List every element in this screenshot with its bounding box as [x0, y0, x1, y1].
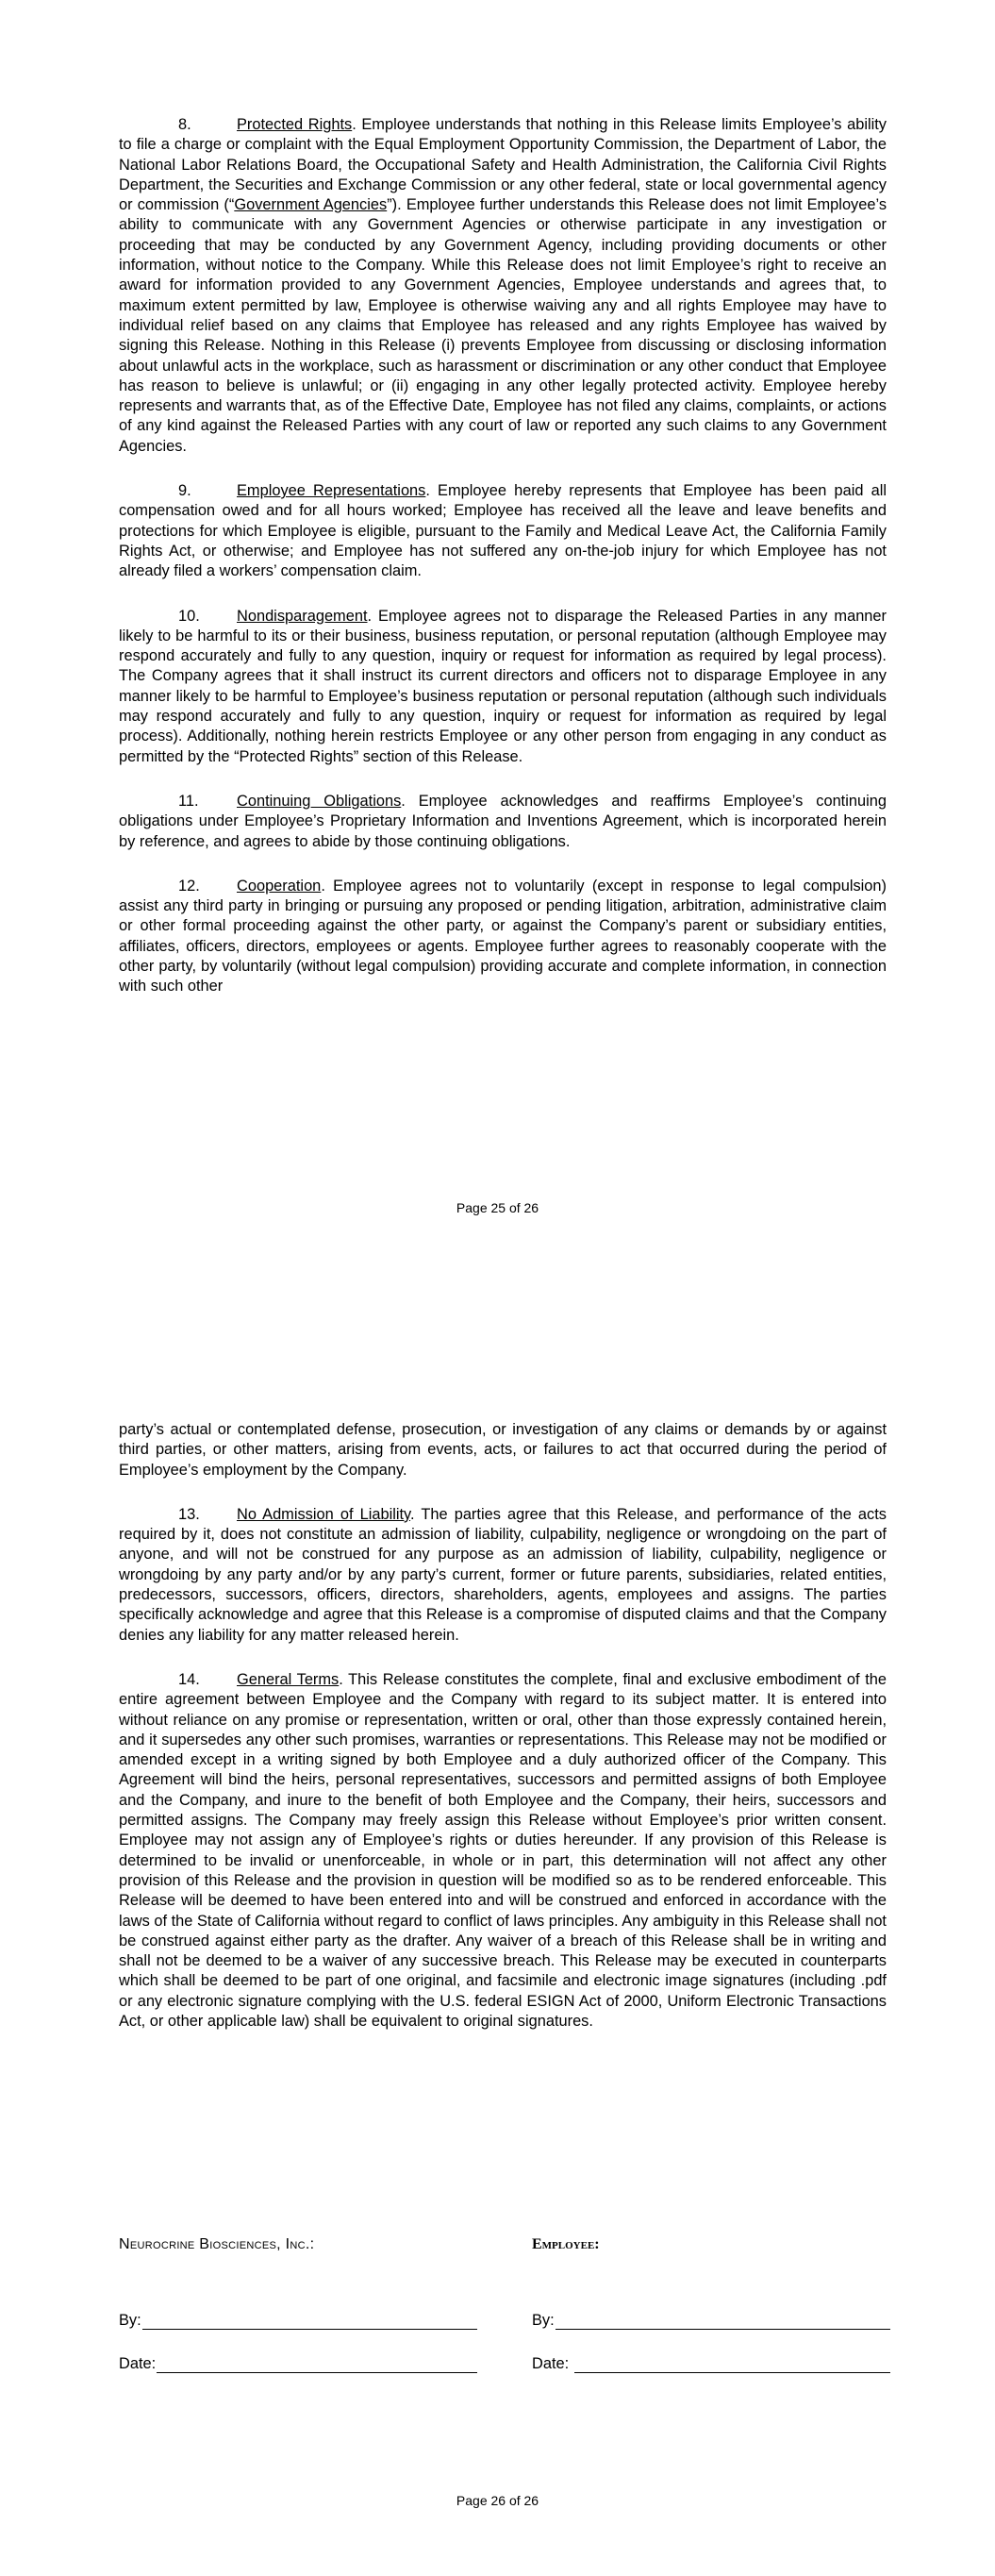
page-number: Page 25 of 26 — [456, 1200, 539, 1215]
section-13-no-admission-of-liability — [119, 1505, 887, 1646]
section-text: . The parties agree that this Release, and performance of the acts required by it, does not constitute an admission of liability, culpability, negligence or wrongdoing on the part of anyone, and will not be construed for any purpose as an admission of liability, culpability, negligence or wrongdoing by any party and/or by any party’s current, former or future parents, subsidiaries, related entities, predecessors, successors, officers, directors, shareholders, agents, employees and assigns. The parties specifically acknowledge and agree that this Release is a compromise of disputed claims and that the Company denies any liability for any matter released herein. — [119, 1505, 887, 1644]
section-heading: General Terms — [237, 1670, 340, 1688]
document-page-26 — [0, 1264, 995, 2576]
page-26-body — [119, 1420, 887, 2056]
section-number: 11. — [178, 792, 199, 810]
section-number: 14. — [178, 1670, 200, 1688]
section-heading: No Admission of Liability — [237, 1505, 411, 1523]
section-text: . Employee hereby represents that Employee has been paid all compensation owed and for all hours worked; Employee has received all the leave and leave benefits and protections for which Employee is eligible, pursuant to the Family and Medical Leave Act, the California Family Rights Act, or otherwise; and Employee has not suffered any on-the-job injury for which Employee has not already filed a workers’ compensation claim. — [119, 482, 887, 580]
section-text: . Employee acknowledges and reaffirms Employee’s continuing obligations under Employee’s Proprietary Information and Inventions Agreement, which is incorporated herein by reference, and agrees to abide by those continuing obligations. — [119, 792, 887, 850]
signature-rule[interactable] — [556, 2315, 890, 2330]
section-9-employee-representations — [119, 481, 887, 581]
company-date-line[interactable] — [119, 2355, 477, 2373]
section-text: . This Release constitutes the complete, final and exclusive embodiment of the entire agreement between Employee and the Company with regard to its subject matter. It is entered into without reliance on any promise or representation, written or oral, other than those expressly contained herein, and it supersedes any other such promises, warranties or representations. This Release may not be modified or amended except in a writing signed by both Employee and a duly authorized officer of the Company. This Agreement will bind the heirs, personal representatives, successors and permitted assigns of both Employee and the Company, and inure to the benefit of both Employee and the Company, their heirs, successors and permitted assigns. The Company may freely assign this Release without Employee’s prior written consent. Employee may not assign any of Employee’s rights or duties hereunder. If any provision of this Release is determined to be invalid or unenforceable, in whole or in part, this determination will not affect any other provision of this Release and the provision in question will be modified so as to be rendered enforceable. This Release will be deemed to have been entered into and will be construed and enforced in accordance with the laws of the State of California without regard to conflict of laws principles. Any ambiguity in this Release shall not be construed against either party as the drafter. Any waiver of a breach of this Release shall be in writing and shall not be deemed to be a waiver of any successive breach. This Release may be executed in counterparts which shall be deemed to be part of one original, and facsimile and electronic image signatures (including .pdf or any electronic signature complying with the U.S. federal ESIGN Act of 2000, Uniform Electronic Transactions Act, or other applicable law) shall be equivalent to original signatures. — [119, 1670, 887, 2031]
date-label: Date: — [532, 2355, 573, 2372]
section-number: 8. — [178, 116, 191, 133]
date-rule[interactable] — [574, 2358, 890, 2373]
section-number: 9. — [178, 482, 191, 500]
employee-label: Employee: — [532, 2236, 600, 2252]
section-text: . Employee understands that nothing in this Release limits Employee’s ability to file a charge or complaint with the Equal Employment Opportunity Commission, the Department of Labor, the National Labor Relations Board, the Occupational Safety and Health Administration, the California Civil Rights Department, the Securities and Exchange Commission or any other federal, state or local governmental agency or commission (“ — [119, 116, 887, 214]
by-label: By: — [119, 2312, 141, 2329]
employee-signature — [532, 2236, 890, 2372]
section-heading: Protected Rights — [237, 116, 353, 133]
employee-by-line[interactable] — [532, 2312, 890, 2330]
by-label: By: — [532, 2312, 555, 2329]
signature-block — [119, 2236, 887, 2406]
section-10-nondisparagement — [119, 607, 887, 767]
company-signature — [119, 2236, 477, 2372]
defined-term: Government Agencies — [234, 196, 388, 214]
document-page-25 — [0, 0, 995, 1264]
page-number: Page 26 of 26 — [456, 2493, 539, 2508]
section-11-continuing-obligations — [119, 792, 887, 852]
section-12-continuation: party’s actual or contemplated defense, prosecution, or investigation of any claims or demands by or against third parties, or other matters, arising from events, acts, or failures to act that occurred during the period of Employee’s employment by the Company. — [119, 1421, 887, 1479]
page-25-body — [119, 115, 887, 1022]
company-by-line[interactable] — [119, 2312, 477, 2330]
section-text: . Employee agrees not to voluntarily (except in response to legal compulsion) assist any third party in bringing or pursuing any proposed or pending litigation, arbitration, administrative claim or other formal proceeding against the other party, or against the Company’s parent or subsidiary entities, affiliates, officers, directors, employees or agents. Employee further agrees to reasonably cooperate with the other party, by voluntarily (without legal compulsion) providing accurate and complete information, in connection with such other — [119, 877, 887, 995]
section-heading: Nondisparagement — [237, 607, 368, 625]
section-14-general-terms — [119, 1670, 887, 2032]
section-heading: Cooperation — [237, 877, 322, 895]
section-heading: Continuing Obligations — [237, 792, 402, 810]
date-label: Date: — [119, 2355, 157, 2372]
section-number: 12. — [178, 877, 200, 895]
employee-date-line[interactable] — [532, 2355, 890, 2373]
section-text-continued: ”). Employee further understands this Release does not limit Employee’s ability to communicate with any Government Agencies or otherwise participate in any investigation or proceeding that may be conducted by any Government Agency, including providing documents or other information, without notice to the Company. While this Release does not limit Employee’s right to receive an award for information provided to any Government Agencies, Employee understands and agrees that, to maximum extent permitted by law, Employee is otherwise waiving any and all rights Employee may have to individual relief based on any claims that Employee has released and any rights Employee has waived by signing this Release. Nothing in this Release (i) prevents Employee from discussing or disclosing information about unlawful acts in the workplace, such as harassment or discrimination or any other conduct that Employee has reason to believe is unlawful; or (ii) engaging in any other legally protected activity. Employee hereby represents and warrants that, as of the Effective Date, Employee has not filed any claims, complaints, or actions of any kind against the Released Parties with any court of law or reported any such claims to any Government Agencies. — [119, 196, 887, 455]
section-12-cooperation — [119, 877, 887, 997]
section-heading: Employee Representations — [237, 482, 426, 500]
section-text: . Employee agrees not to disparage the Released Parties in any manner likely to be harmful to its or their business, business reputation, or personal reputation (although Employee may respond accurately and fully to any question, inquiry or request for information as required by legal process). The Company agrees that it shall instruct its current directors and officers not to disparage Employee in any manner likely to be harmful to Employee’s business reputation or personal reputation (although such individuals may respond accurately and fully to any question, inquiry or request for information as required by legal process). Additionally, nothing herein restricts Employee or any other person from engaging in any conduct as permitted by the “Protected Rights” section of this Release. — [119, 607, 887, 765]
company-name-label: Neurocrine Biosciences, Inc.: — [119, 2236, 315, 2252]
signature-rule[interactable] — [142, 2315, 477, 2330]
section-number: 10. — [178, 607, 200, 625]
section-8-protected-rights — [119, 115, 887, 457]
section-number: 13. — [178, 1505, 200, 1523]
date-rule[interactable] — [157, 2358, 477, 2373]
